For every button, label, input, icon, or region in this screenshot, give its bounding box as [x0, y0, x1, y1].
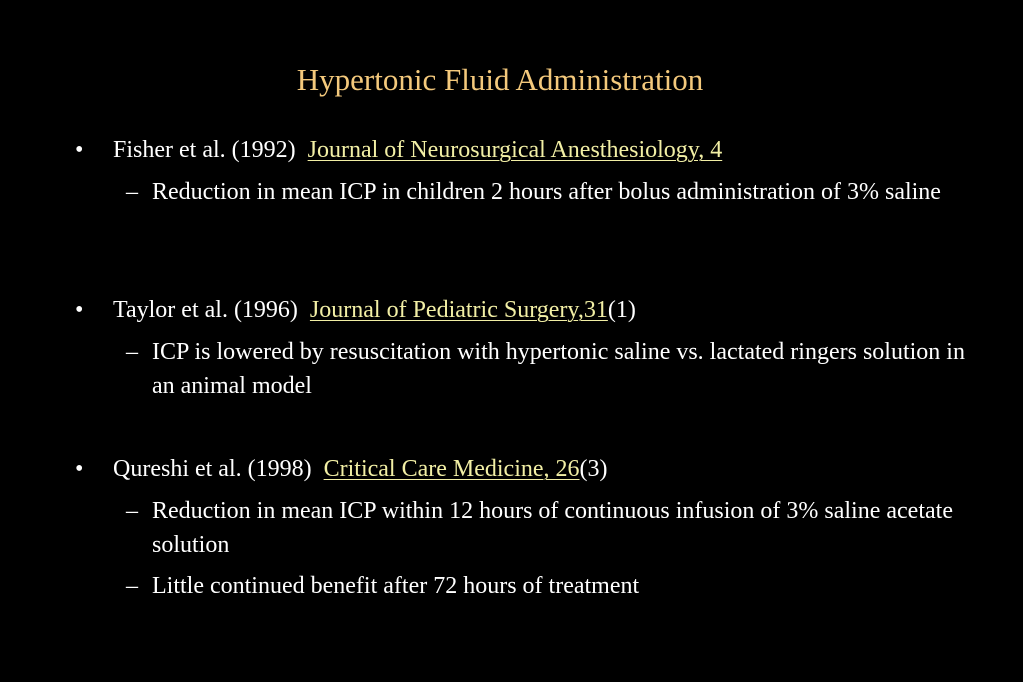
- citation-issue: (3): [579, 456, 608, 482]
- sub-item-text: ICP is lowered by resuscitation with hypertonic saline vs. lactated ringers solution in an animal model: [152, 339, 965, 399]
- dash-icon: –: [126, 573, 138, 599]
- sub-item-text: Little continued benefit after 72 hours of treatment: [152, 573, 640, 599]
- dash-icon: –: [126, 498, 138, 524]
- citation-author: Qureshi et al. (1998): [113, 456, 312, 482]
- bullet-icon: •: [75, 456, 84, 482]
- sub-item-text: Reduction in mean ICP in children 2 hours after bolus administration of 3% saline: [152, 179, 941, 205]
- sub-item: [126, 335, 972, 403]
- bullet-item-fisher: [75, 133, 723, 167]
- bullet-icon: •: [75, 137, 84, 163]
- dash-icon: –: [126, 179, 138, 205]
- bullet-icon: •: [75, 297, 84, 323]
- journal-link[interactable]: Journal of Pediatric Surgery,31: [309, 297, 608, 323]
- sub-item: [126, 569, 972, 603]
- dash-icon: –: [126, 339, 138, 365]
- slide-title: Hypertonic Fluid Administration: [296, 62, 704, 97]
- sub-item-text: Reduction in mean ICP within 12 hours of continuous infusion of 3% saline acetate solution: [152, 498, 953, 558]
- sub-item: [126, 175, 972, 209]
- sub-item: [126, 494, 972, 562]
- journal-link[interactable]: Critical Care Medicine, 26: [323, 456, 580, 482]
- citation-issue: (1): [607, 297, 636, 323]
- bullet-item-taylor: [75, 293, 636, 327]
- citation-author: Fisher et al. (1992): [113, 137, 296, 163]
- bullet-item-qureshi: [75, 452, 608, 486]
- citation-author: Taylor et al. (1996): [113, 297, 298, 323]
- journal-link[interactable]: Journal of Neurosurgical Anesthesiology, 4: [307, 137, 723, 163]
